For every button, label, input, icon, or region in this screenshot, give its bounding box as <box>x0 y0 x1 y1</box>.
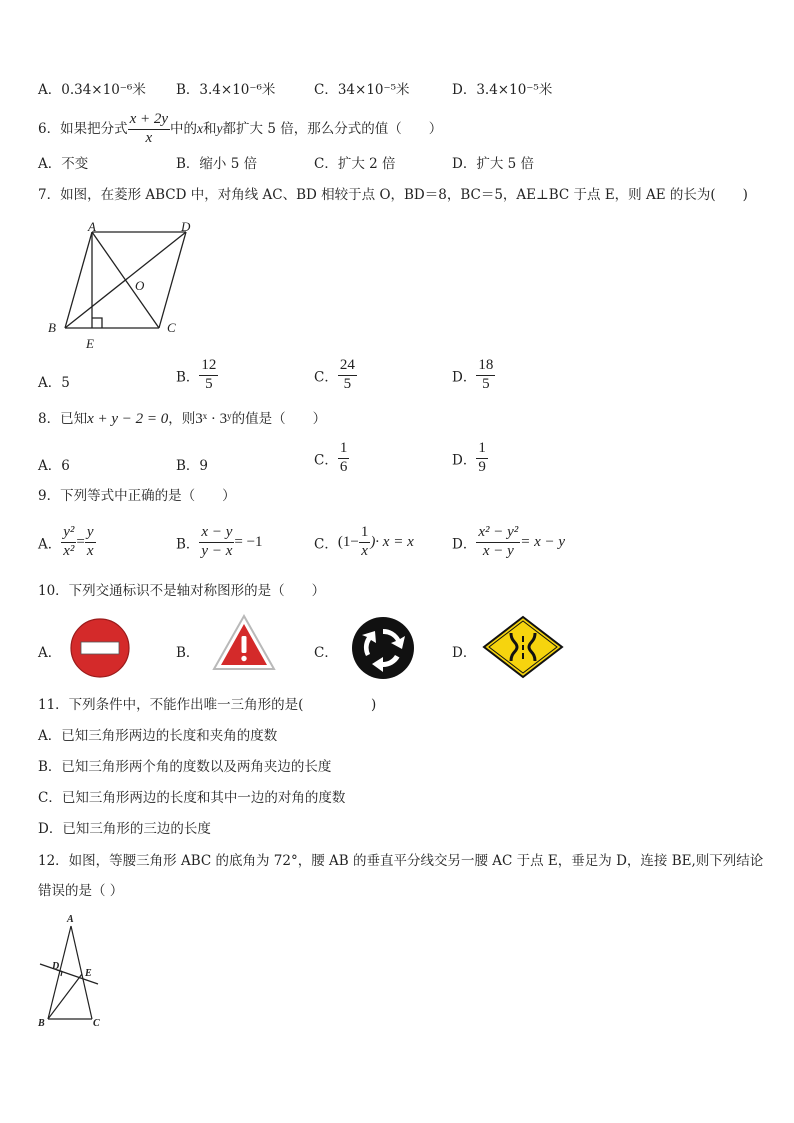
q7-label-b: B <box>48 320 56 335</box>
q7-side-ab <box>65 232 92 328</box>
q7-d-num: 18 <box>476 358 495 376</box>
no-entry-bar <box>81 642 119 654</box>
q9-d-lden: x − y <box>482 542 514 559</box>
q12-label-d: D <box>52 961 60 972</box>
q11-option-a: A．已知三角形两边的长度和夹角的度数 <box>38 728 278 744</box>
q6-var-x: x <box>197 120 204 136</box>
q9-a-prefix: A． <box>38 536 62 553</box>
q7-label-d: D <box>181 219 191 234</box>
q6-option-c: C．扩大 2 倍 <box>314 156 396 172</box>
q7-d-den: 5 <box>482 375 490 392</box>
q12-label-a: A <box>67 914 74 925</box>
q9-option-d <box>452 525 565 560</box>
q6-option-d: D．扩大 5 倍 <box>452 156 534 172</box>
q7-label-o: O <box>135 278 145 293</box>
q7-b-num: 12 <box>199 358 218 376</box>
q7-option-a: A．5 <box>38 375 70 391</box>
q11-stem: 11．下列条件中，不能作出唯一三角形的是( ) <box>38 697 377 713</box>
q6-prefix: 6．如果把分式 <box>38 120 128 137</box>
q9-c-open: (1− <box>337 533 359 550</box>
warning-exclamation-bar <box>242 636 247 653</box>
q10-option-a: A． <box>38 645 62 661</box>
q7-label-e: E <box>86 336 94 351</box>
q8-c-num: 1 <box>338 441 350 459</box>
q11-option-b: B．已知三角形两个角的度数以及两角夹边的长度 <box>38 759 332 775</box>
q7-c-num: 24 <box>338 358 357 376</box>
warning-sign-icon <box>212 614 276 672</box>
q7-rhombus-figure <box>40 216 200 356</box>
q9-a-rnum: y <box>85 525 96 543</box>
q8-prefix: 8．已知 <box>38 411 88 427</box>
q9-a-eq: = <box>76 533 85 550</box>
q7-label-c: C <box>167 320 176 335</box>
q5-option-b: B．3.4×10⁻⁶米 <box>176 82 276 98</box>
q7-b-den: 5 <box>205 375 213 392</box>
q8-d-num: 1 <box>476 441 488 459</box>
q7-right-angle-mark <box>92 318 102 328</box>
q12-label-c: C <box>93 1018 100 1029</box>
q8-d-prefix: D． <box>452 452 477 469</box>
q10-option-b: B． <box>176 645 200 661</box>
q9-option-c <box>314 525 414 560</box>
q12-side-ab <box>48 926 71 1019</box>
q8-mid: ，则 <box>168 411 196 427</box>
q12-label-b: B <box>38 1018 45 1029</box>
q9-d-lnum: x² − y² <box>476 525 520 543</box>
q9-c-prefix: C． <box>314 536 338 553</box>
q7-stem: 7．如图，在菱形 ABCD 中，对角线 AC、BD 相较于点 O，BD＝8，BC＝5，AE⊥BC 于点 E，则 AE 的长为( ) <box>38 187 748 203</box>
q6-and: 和 <box>203 120 217 137</box>
q7-option-d <box>452 358 495 393</box>
q6-suffix-2: 都扩大 5 倍，那么分式的值（ ） <box>222 120 443 137</box>
q12-stem-line-2: 错误的是（ ） <box>38 883 124 899</box>
q9-a-rden: x <box>86 542 94 559</box>
q11-option-c: C．已知三角形两边的长度和其中一边的对角的度数 <box>38 790 346 806</box>
q8-expression: 3ˣ · 3ʸ <box>195 411 232 427</box>
q7-c-prefix: C． <box>314 369 338 386</box>
q7-side-dc <box>159 232 186 328</box>
q6-option-b: B．缩小 5 倍 <box>176 156 258 172</box>
q6-frac-den: x <box>145 129 153 146</box>
q9-b-prefix: B． <box>176 536 200 553</box>
q7-label-a: A <box>88 219 96 234</box>
q9-d-prefix: D． <box>452 536 477 553</box>
q9-option-a <box>38 525 96 560</box>
q7-d-prefix: D． <box>452 369 477 386</box>
q7-b-prefix: B． <box>176 369 200 386</box>
q7-option-b <box>176 358 218 393</box>
q7-option-c <box>314 358 357 393</box>
q8-stem <box>38 412 326 427</box>
q10-option-c: C． <box>314 645 338 661</box>
q10-stem: 10．下列交通标识不是轴对称图形的是（ ） <box>38 583 326 599</box>
q7-c-den: 5 <box>343 375 352 392</box>
q8-d-den: 9 <box>478 458 486 475</box>
q9-b-rest: = −1 <box>234 533 263 550</box>
q12-label-e: E <box>85 968 92 979</box>
q9-option-b <box>176 525 263 560</box>
road-narrows-sign-icon <box>483 616 563 678</box>
q9-b-lden: y − x <box>201 542 233 559</box>
q11-option-d: D．已知三角形的三边的长度 <box>38 821 211 837</box>
q9-c-rest: )· x = x <box>370 533 414 550</box>
q8-c-den: 6 <box>339 458 348 475</box>
q8-option-a: A．6 <box>38 458 70 474</box>
no-entry-sign-icon <box>69 617 131 679</box>
q9-c-num: 1 <box>359 525 371 543</box>
q6-option-a: A．不变 <box>38 156 89 172</box>
roundabout-sign-icon <box>351 616 415 680</box>
q9-b-lnum: x − y <box>199 525 234 543</box>
warning-exclamation-dot <box>241 656 246 661</box>
q10-option-d: D． <box>452 645 477 661</box>
q5-option-c: C．34×10⁻⁵米 <box>314 82 410 98</box>
q9-a-lnum: y² <box>61 525 76 543</box>
q6-var-y: y <box>216 120 223 136</box>
q8-option-c <box>314 441 349 476</box>
q9-a-lden: x² <box>63 542 75 559</box>
q8-suffix: 的值是（ ） <box>231 411 327 427</box>
q9-c-den: x <box>361 542 368 559</box>
q12-triangle-figure <box>35 912 125 1032</box>
q5-option-d: D．3.4×10⁻⁵米 <box>452 82 553 98</box>
q6-fraction <box>128 112 170 147</box>
q6-suffix-1: 中的 <box>170 120 198 137</box>
q8-c-prefix: C． <box>314 452 338 469</box>
q5-option-a: A．0.34×10⁻⁶米 <box>38 82 146 98</box>
q8-option-b: B．9 <box>176 458 209 474</box>
q12-stem-line-1: 12．如图，等腰三角形 ABC 的底角为 72°，腰 AB 的垂直平分线交另一腰 AC 于点 E，垂足为 D，连接 BE,则下列结论 <box>38 853 764 869</box>
q9-d-rest: = x − y <box>520 533 566 550</box>
q6-stem <box>38 112 442 147</box>
q7-diagonal-bd <box>65 232 186 328</box>
q6-frac-num: x + 2y <box>128 112 170 130</box>
q8-condition: x + y − 2 = 0 <box>87 411 169 427</box>
q8-option-d <box>452 441 488 476</box>
q9-stem: 9．下列等式中正确的是（ ） <box>38 488 236 504</box>
